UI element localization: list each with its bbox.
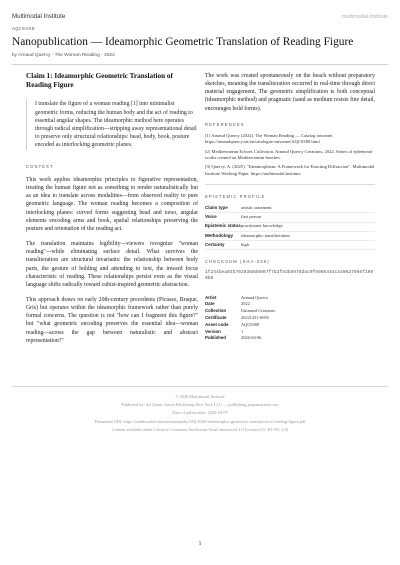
table-row [205,315,375,322]
row-key: Date [205,301,215,307]
footer-line: © 2026 Multimodal Institute [175,394,225,399]
row-value: 1 [241,328,244,334]
table-row [205,231,375,240]
footer-line: Date of publication: 2026-04-07 [172,410,228,416]
row-key: Voice [205,213,241,222]
row-value: AQC0380 [241,321,260,327]
row-key: Artist [205,294,217,300]
row-value: 2022 [241,301,250,307]
footer-line[interactable]: Permanent URL https://multimodal.institute/nanopubs/AQC0380-ideamorphic-geometric-translation-of-reading-figure.pdf [94,418,306,424]
references-list [205,133,375,177]
row-value: first person [241,213,375,222]
row-key: Asset code [205,321,229,327]
claim-abstract: I translate the figure of a woman reading [1] into minimalist geometric forms, reducing the human body and the act of reading to essential angular shapes. The ideamorphic method here operates through radical simplification—stripping away representational detail to preserve only structural relationships: head, body, book, posture encoded as interlocking geometric planes. [26,99,198,150]
byline: by Arnaud Quercy · The Woman Reading · 2022 [12,53,115,58]
page-footer [12,386,388,434]
references-heading: REFERENCES [205,121,245,127]
institute-name: Multimodal Institute [12,13,66,20]
reference-item[interactable]: [1] Arnaud Quercy (2022). The Woman Reading — Catalog raisonné. https://arnaudquercy.art/en/catalogue-raisonne/AQC0380.html [205,132,334,145]
row-value: Arnaud Quercy [241,294,269,300]
row-key: Certainty [205,240,241,249]
section-divider [205,184,375,185]
context-paragraph: This approach draws on early 20th-century precedents (Picasso, Braque, Gris) but operates within the ideamorphic framework rather than purely formal concerns. The question is not "how can I fragment this figure?" but "what geometric encoding preserves the essential idea—woman reading—across the gap between naturalistic and abstract representation?" [26,297,198,344]
table-row [205,240,375,249]
row-key: Claim type [205,204,241,213]
page-title: Nanopublication — Ideamorphic Geometric Translation of Reading Figure [12,36,354,48]
row-key: Collection [205,308,227,314]
row-key: Version [205,328,221,334]
row-key: Methodology [205,231,241,240]
row-value: 20221231-0050 [241,314,269,320]
context-paragraph: The translation maintains legibility—viewers recognize "woman reading"—while eliminating surface detail. What survives the transliteration are structural invariants: the relationship between body parts, the gesture of holding and attending to text, the inward focus characteristic of reading. These relationships persist even as the visual language shifts radically toward cubist-inspired geometric abstraction. [26,241,198,288]
reference-item[interactable]: [3] Quercy, A. (2025). "Ideamorphism: A Framework for Enacting Diffraction". Multimodal Institute Working Paper. https://multimodal.institute [205,164,375,176]
table-row [205,222,375,231]
asset-code: AQC0380 [12,27,35,32]
row-key: Epistemic status [205,222,241,231]
header-divider [12,64,388,65]
header-bar [12,13,388,20]
table-row [205,335,375,342]
institute-url[interactable]: multimodal.institute [341,14,388,20]
table-row [205,301,375,308]
footer-line[interactable]: Published by: Ad Quam-Artem Publishing New York LLC — publishing.ptquamartem.com [121,402,279,408]
row-value: high [241,240,375,249]
table-row [205,322,375,329]
metadata-table [205,295,375,343]
row-value: Untamed Creations [241,308,276,314]
checksum-heading: CHECKSUM (SHA-256) [205,259,270,265]
row-value: 2026-04-06 [241,335,262,341]
reference-item: [2] Mediterranean Echoes Collection. Arnaud Quercy Creations, 2022. Series of ephemeral works created on Mediterranean beaches. [205,148,373,160]
row-value: ideamorphic transliteration [241,231,375,240]
table-row [205,329,375,336]
claim-title: Claim 1: Ideamorphic Geometric Translation of Reading Figure [26,72,173,90]
page-number: 1 [198,541,202,547]
main-column [26,72,198,345]
table-row [205,204,375,213]
table-row [205,213,375,222]
table-row [205,295,375,302]
epistemic-table [205,204,375,250]
context-paragraph: The work was created spontaneously on the beach without preparatory sketches, meaning the transliteration occurred in real-time through direct material engagement. The geometric simplification is both conceptual (ideamorphic method) and pragmatic (sand as medium resists fine detail, encourages bold forms). [205,73,375,112]
context-paragraph: This work applies ideamorphic principles to figurative representation, treating the human figure not as something to render naturalistically but as an idea to translate across modalities—from observed reality to pure geometric language. The woman reading becomes a composition of interlocking planes: curved forms suggesting head and torso, angular elements encoding arms and book, spatial relationships preserving the posture and orientation of the reading act. [26,176,198,232]
epistemic-heading: EPISTEMIC PROFILE [205,194,266,200]
table-row [205,308,375,315]
context-heading: CONTEXT [26,163,54,169]
row-value: practitioner knowledge [241,222,375,231]
row-value: artistic statement [241,204,375,213]
checksum-value: 1f244bea03b7020380d6987f7b3f83b6978dac0f6985444ca49627956f1990b8 [205,270,374,282]
row-key: Certificate [205,314,227,320]
row-key: Published [205,335,226,341]
side-column [205,72,375,342]
footer-line: Content available under Creative Commons Attribution-NonCommercial 4.0 License (CC BY-NC 4.0) [111,426,289,432]
